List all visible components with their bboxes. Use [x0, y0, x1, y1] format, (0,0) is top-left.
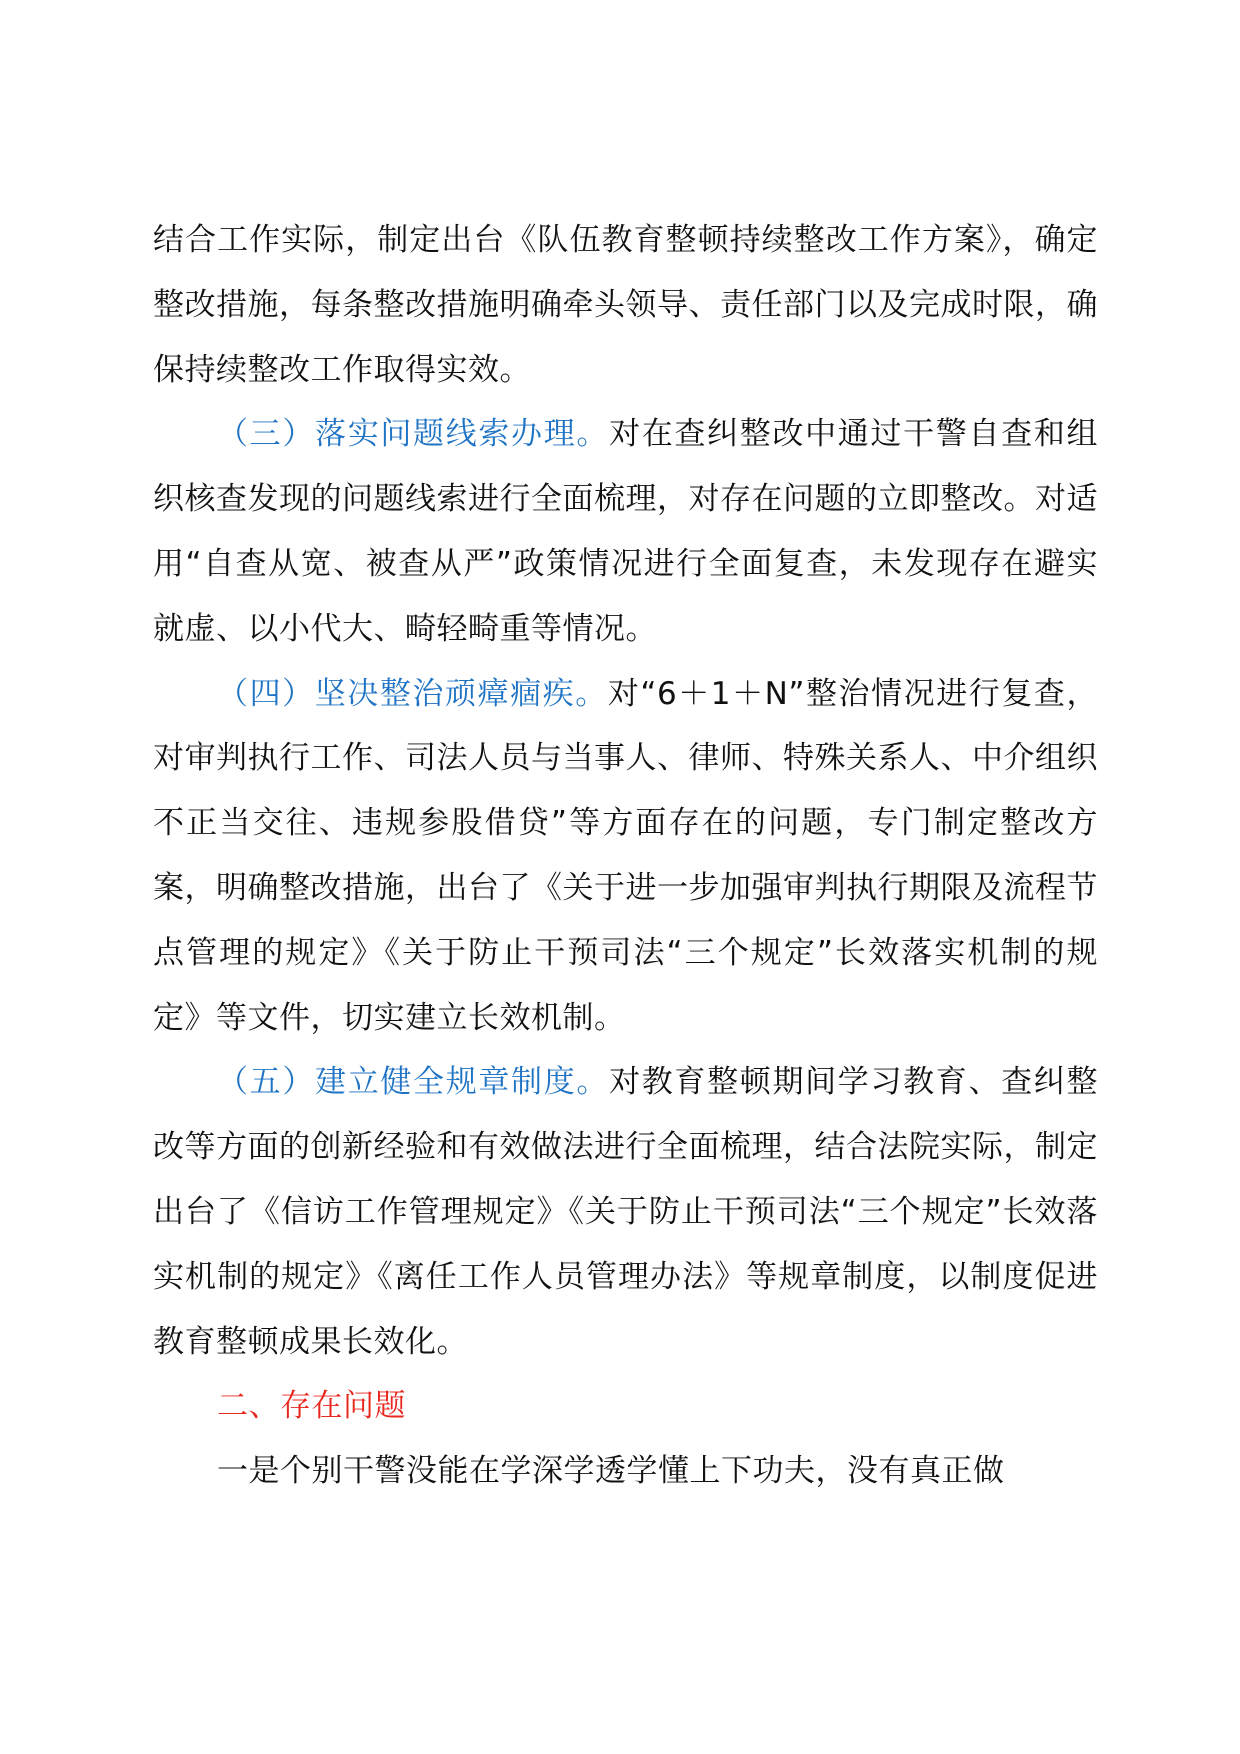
- section-heading-three: （三）落实问题线索办理。: [217, 416, 610, 453]
- paragraph-body: 对教育整顿期间学习教育、查纠整改等方面的创新经验和有效做法进行全面梳理，结合法院实际，制定出台了《信访工作管理规定》《关于防止干预司法“三个规定”长效落实机制的规定》《离任工作人员管理办法》等规章制度，以制度促进教育整顿成果长效化。: [153, 1064, 1098, 1360]
- paragraph-body: 对在查纠整改中通过干警自查和组织核查发现的问题线索进行全面梳理，对存在问题的立即整改。对适用“自查从宽、被查从严”政策情况进行全面复查，未发现存在避实就虚、以小代大、畸轻畸重等情况。: [153, 416, 1098, 647]
- paragraph-body: 对“6＋1＋N”整治情况进行复查，对审判执行工作、司法人员与当事人、律师、特殊关系人、中介组织不正当交往、违规参股借贷”等方面存在的问题，专门制定整改方案，明确整改措施，出台了《关于进一步加强审判执行期限及流程节点管理的规定》《关于防止干预司法“三个规定”长效落实机制的规定》等文件，切实建立长效机制。: [153, 675, 1099, 1036]
- heading-existing-problems: [153, 1374, 1098, 1439]
- paragraph-section-five: [153, 1050, 1098, 1374]
- document-body: [153, 208, 1098, 1504]
- section-heading-four: （四）坚决整治顽瘴痼疾。: [217, 675, 608, 712]
- paragraph-body: 一是个别干警没能在学深学透学懂上下功夫，没有真正做: [217, 1453, 1005, 1490]
- section-heading-five: （五）建立健全规章制度。: [217, 1064, 610, 1101]
- chapter-heading-two: 二、存在问题: [217, 1388, 406, 1425]
- paragraph-problem-one: [153, 1439, 1098, 1504]
- paragraph-body: 结合工作实际，制定出台《队伍教育整顿持续整改工作方案》，确定整改措施，每条整改措施明确牵头领导、责任部门以及完成时限，确保持续整改工作取得实效。: [153, 222, 1098, 388]
- paragraph-continuation: [153, 208, 1098, 402]
- paragraph-section-four: [153, 662, 1098, 1051]
- paragraph-section-three: [153, 402, 1098, 661]
